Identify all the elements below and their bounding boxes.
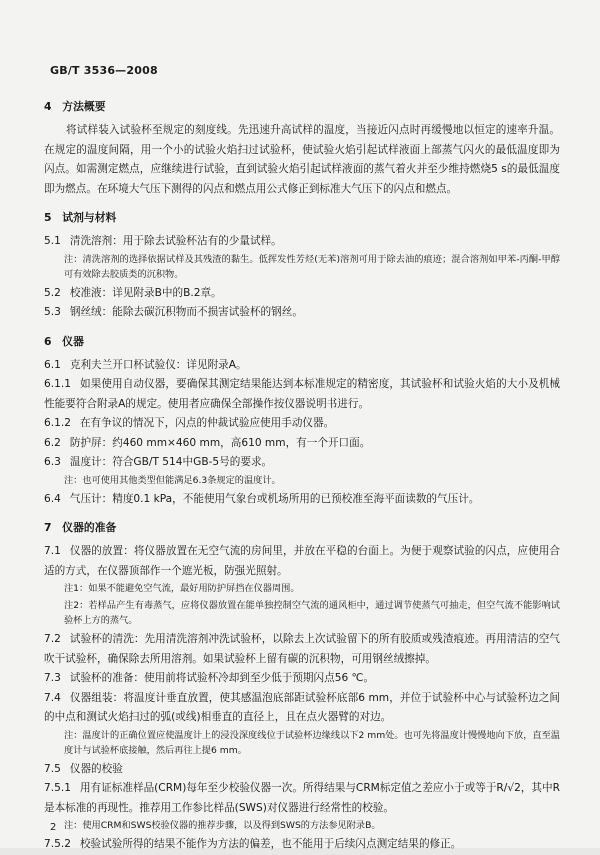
note-7-5-1: 注：使用CRM和SWS校验仪器的推荐步骤，以及得到SWS的方法参见附录B。 <box>64 820 381 831</box>
section-4 <box>44 100 560 199</box>
clause-7-2: 7.2 试验杯的清洗：先用清洗溶剂冲洗试验杯，以除去上次试验留下的所有胶质或残渣痕迹。再用清洁的空气吹干试验杯，确保除去所用溶剂。如果试验杯上留有碳的沉积物，可用钢丝绒擦掉。 <box>44 633 560 665</box>
section-5-heading: 5 试剂与材料 <box>44 211 117 224</box>
clause-7-5-1: 7.5.1 用有证标准样品(CRM)每年至少校验仪器一次。所得结果与CRM标定值之差应小于或等于R/√2，其中R是本标准的再现性。推荐用工作参比样品(SWS)对仪器进行经常性的校验。 <box>44 782 560 814</box>
note-7-4: 注：温度计的正确位置应使温度计上的浸没深度线位于试验杯边缘线以下2 mm处。也可先将温度计慢慢地向下放，直至温度计与试验杯底接触，然后再往上提6 mm。 <box>64 729 560 756</box>
section-5 <box>44 211 560 323</box>
clause-7-5-2: 7.5.2 校验试验所得的结果不能作为方法的偏差，也不能用于后续闪点测定结果的修正。 <box>44 838 462 850</box>
section-6-heading: 6 仪器 <box>44 334 84 348</box>
note-5-1: 注：清洗溶剂的选择依据试样及其残渣的黏生。低挥发性芳烃(无苯)溶剂可用于除去油的痕迹；混合溶剂如甲苯-丙酮-甲醇可有效除去胶质类的沉积物。 <box>64 253 560 280</box>
page-body <box>44 100 560 855</box>
clause-5-2: 5.2 校准液：详见附录B中的B.2章。 <box>44 286 222 299</box>
clause-5-1: 5.1 清洗溶剂：用于除去试验杯沾有的少量试样。 <box>44 235 282 247</box>
clause-5-3: 5.3 钢丝绒：能除去碳沉积物而不损害试验杯的钢丝。 <box>44 306 303 318</box>
section-7 <box>44 521 560 855</box>
section-4-heading: 4 方法概要 <box>44 100 106 113</box>
clause-7-4: 7.4 仪器组装：将温度计垂直放置，使其感温泡底部距试验杯底部6 mm，并位于试验杯中心与试验杯边之间的中点和测试火焰扫过的弧(或线)相垂直的直径上，且在点火器臂的对边。 <box>44 691 560 723</box>
clause-6-1-1: 6.1.1 如果使用自动仪器，要确保其测定结果能达到本标准规定的精密度，其试验杯和试验火焰的大小及机械性能要符合附录A的规定。使用者应确保全部操作按仪器说明书进行。 <box>44 378 560 410</box>
clause-7-1: 7.1 仪器的放置：将仪器放置在无空气流的房间里，并放在平稳的台面上。为便于观察试验的闪点，应使用合适的方式，在仪器顶部作一个遮光板，防强光照射。 <box>44 545 560 577</box>
note-7-1-a: 注1：如果不能避免空气流，最好用防护屏挡在仪器周围。 <box>64 583 300 594</box>
clause-6-1-2: 6.1.2 在有争议的情况下，闪点的仲裁试验应使用手动仪器。 <box>44 417 335 429</box>
standard-number-header: GB/T 3536—2008 <box>50 64 158 77</box>
note-7-1-b: 注2：若样品产生有毒蒸气，应将仪器放置在能单独控制空气流的通风柜中，通过调节使蒸气可抽走，但空气流不能影响试验杯上方的蒸气。 <box>64 600 560 626</box>
clause-6-2: 6.2 防护屏：约460 mm×460 mm，高610 mm，有一个开口面。 <box>44 436 371 449</box>
page-number: 2 <box>50 822 57 833</box>
section-4-paragraph: 将试样装入试验杯至规定的刻度线。先迅速升高试样的温度，当接近闪点时再缓慢地以恒定的速率升温。在规定的温度间隔，用一个小的试验火焰扫过试验杯，使试验火焰引起试样液面上部蒸气闪火的最低温度即为闪点。如需测定燃点，应继续进行试验，直到试验火焰引起试样液面的蒸气着火并至少维持燃烧5 s的最低温度即为燃点。在环境大气压下测得的闪点和燃点用公式修正到标准大气压下的闪点和燃点。 <box>44 124 560 195</box>
clause-6-1: 6.1 克利夫兰开口杯试验仪：详见附录A。 <box>44 358 247 371</box>
section-6 <box>44 335 560 510</box>
clause-6-3: 6.3 温度计：符合GB/T 514中GB-5号的要求。 <box>44 456 273 468</box>
section-7-heading: 7 仪器的准备 <box>44 521 117 534</box>
clause-6-4: 6.4 气压计：精度0.1 kPa，不能使用气象台或机场所用的已预校准至海平面读数的气压计。 <box>44 492 480 505</box>
clause-7-5: 7.5 仪器的校验 <box>44 762 123 775</box>
note-6-3: 注：也可使用其他类型但能满足6.3条规定的温度计。 <box>64 474 281 486</box>
clause-7-3: 7.3 试验杯的准备：使用前将试验杯冷却到至少低于预期闪点56 ℃。 <box>44 672 375 684</box>
